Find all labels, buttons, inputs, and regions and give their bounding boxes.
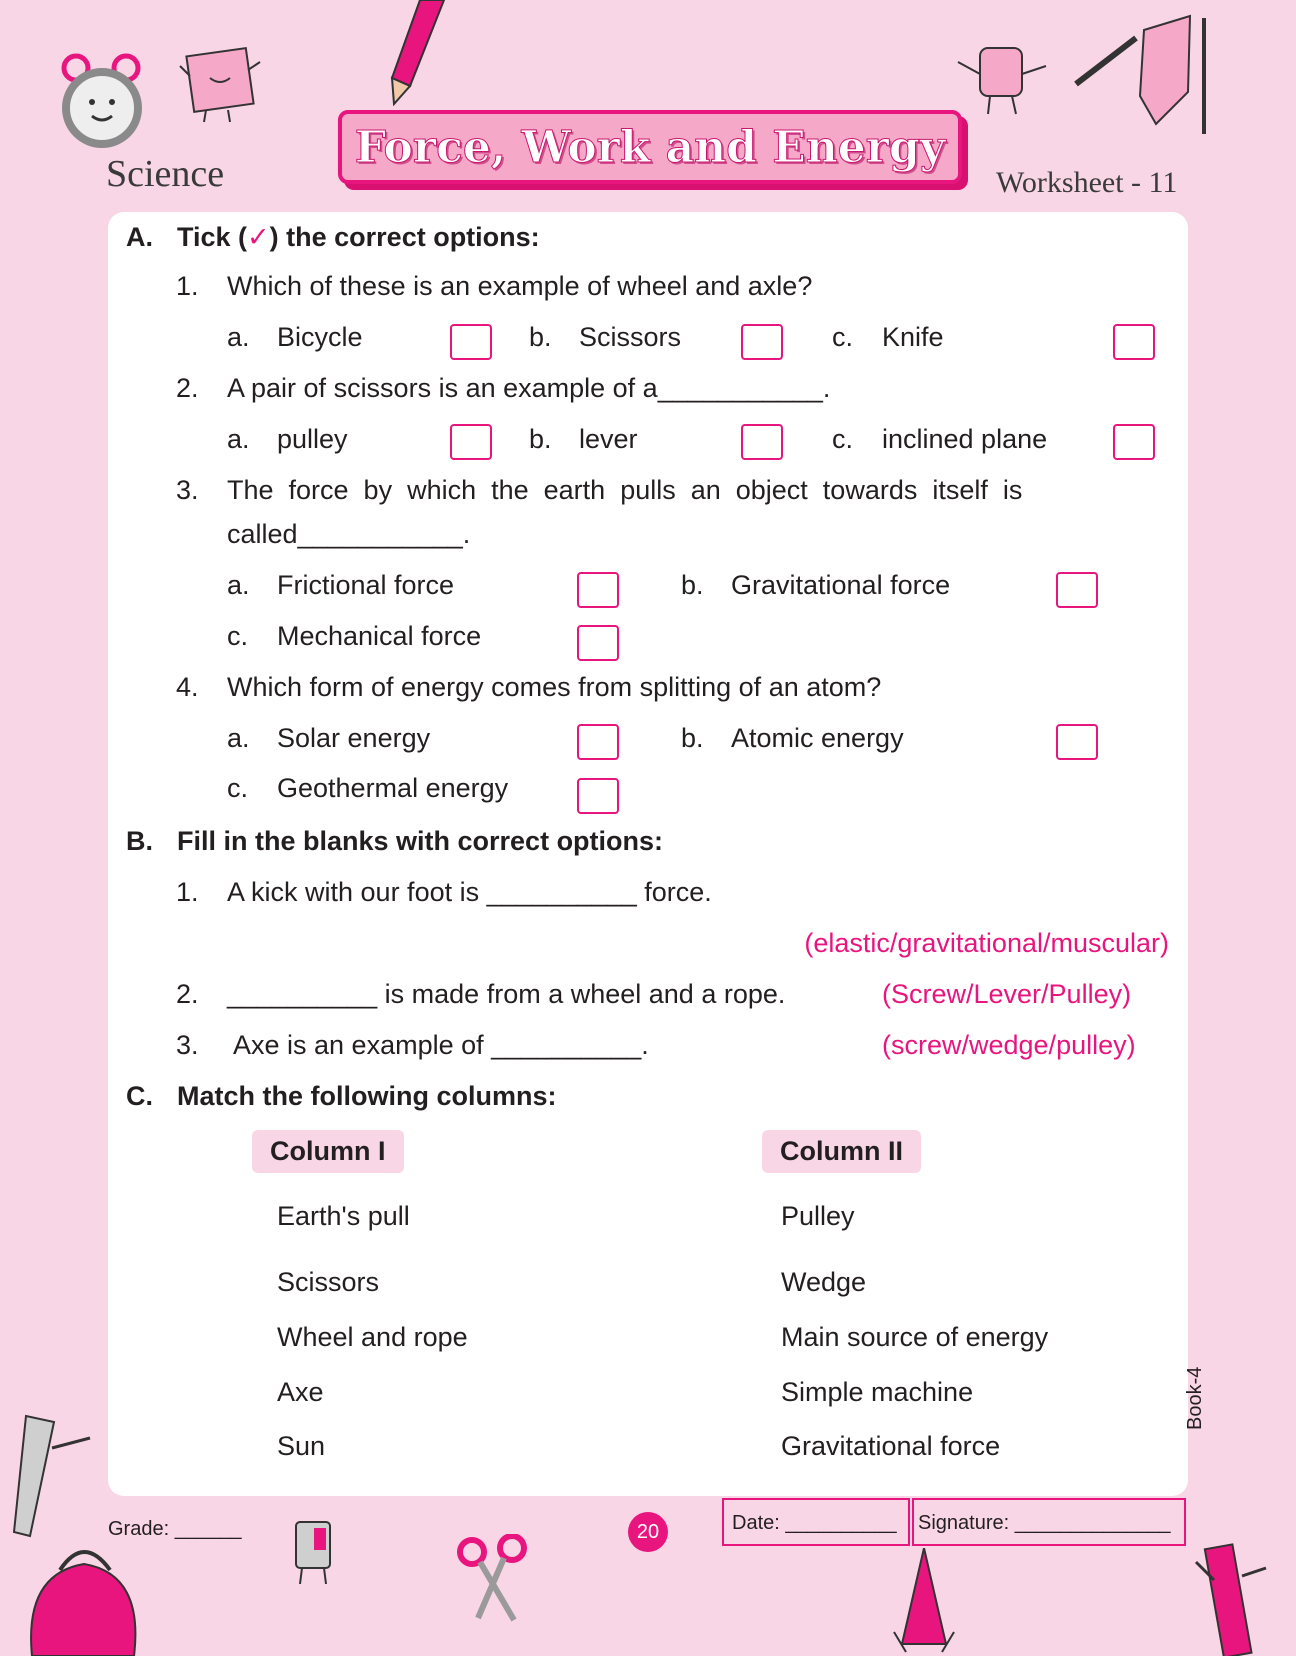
question-text: Which of these is an example of wheel and axle? (227, 271, 813, 301)
column-2-item: Main source of energy (781, 1322, 1049, 1352)
section-b-letter: B. (126, 826, 153, 856)
answer-checkbox[interactable] (1113, 324, 1155, 360)
option-text: Bicycle (277, 322, 363, 352)
notepad-icon (176, 44, 262, 124)
option-text: Solar energy (277, 723, 431, 753)
option-text: Geothermal energy (277, 773, 509, 803)
tick-icon: ✓ (247, 222, 270, 252)
signature-box[interactable] (912, 1498, 1186, 1546)
section-a-heading-pre: Tick ( (177, 222, 248, 252)
blank-hint: (screw/wedge/pulley) (882, 1030, 1136, 1060)
book-label: Book-4 (1184, 1366, 1206, 1430)
answer-checkbox[interactable] (577, 778, 619, 814)
question-text: Which form of energy comes from splitting of an atom? (227, 672, 882, 702)
question-text: A pair of scissors is an example of a___________. (227, 373, 831, 403)
option-text: Scissors (579, 322, 682, 352)
option-letter: a. (227, 570, 250, 600)
blank-text: __________ is made from a wheel and a rope. (227, 979, 786, 1009)
option-text: inclined plane (882, 424, 1048, 454)
column-2-item: Simple machine (781, 1377, 974, 1407)
answer-checkbox[interactable] (741, 324, 783, 360)
option-text: Frictional force (277, 570, 455, 600)
column-1-item: Wheel and rope (277, 1322, 468, 1352)
alarm-clock-icon (52, 46, 152, 156)
answer-checkbox[interactable] (450, 424, 492, 460)
section-c-letter: C. (126, 1081, 153, 1111)
pencil-icon (380, 0, 450, 106)
question-number: 1. (176, 271, 199, 301)
date-field: Date: __________ (732, 1512, 897, 1534)
option-letter: a. (227, 424, 250, 454)
answer-checkbox[interactable] (577, 625, 619, 661)
question-number: 2. (176, 373, 199, 403)
blank-hint: (Screw/Lever/Pulley) (882, 979, 1132, 1009)
option-text: Knife (882, 322, 944, 352)
option-letter: b. (529, 322, 552, 352)
blank-text: A kick with our foot is __________ force. (227, 877, 712, 907)
option-text: pulley (277, 424, 348, 454)
section-c-heading: Match the following columns: (177, 1081, 557, 1111)
subject-label: Science (106, 153, 225, 195)
question-text: The force by which the earth pulls an object towards itself is (227, 475, 1023, 505)
grade-field[interactable]: Grade: ______ (108, 1518, 242, 1540)
pencil-icon (1070, 8, 1220, 136)
option-letter: b. (681, 570, 704, 600)
worksheet-number: Worksheet - 11 (996, 166, 1178, 199)
option-letter: c. (227, 621, 249, 651)
option-letter: c. (832, 322, 854, 352)
column-1-item: Scissors (277, 1267, 380, 1297)
option-letter: a. (227, 322, 250, 352)
blank-number: 1. (176, 877, 199, 907)
option-text: Gravitational force (731, 570, 951, 600)
answer-checkbox[interactable] (577, 724, 619, 760)
option-letter: b. (529, 424, 552, 454)
blank-number: 3. (176, 1030, 199, 1060)
signature-field: Signature: ______________ (918, 1512, 1171, 1534)
ruler-icon (8, 1408, 98, 1538)
question-number: 3. (176, 475, 199, 505)
option-text: Atomic energy (731, 723, 904, 753)
section-a-heading (177, 222, 540, 253)
column-2-item: Wedge (781, 1267, 867, 1297)
date-box[interactable] (722, 1498, 910, 1546)
answer-checkbox[interactable] (450, 324, 492, 360)
pencil-icon (884, 1548, 964, 1656)
pencil-icon (1192, 1540, 1272, 1656)
option-letter: b. (681, 723, 704, 753)
bag-icon (14, 1534, 154, 1656)
blank-number: 2. (176, 979, 199, 1009)
column-1-item: Earth's pull (277, 1201, 410, 1231)
eraser-icon (952, 44, 1052, 118)
answer-checkbox[interactable] (1056, 572, 1098, 608)
option-text: lever (579, 424, 638, 454)
question-number: 4. (176, 672, 199, 702)
pencil-sharpener-icon (284, 1518, 344, 1588)
option-letter: c. (227, 773, 249, 803)
option-letter: c. (832, 424, 854, 454)
option-letter: a. (227, 723, 250, 753)
page-number: 20 (628, 1512, 668, 1552)
column-2-item: Gravitational force (781, 1431, 1001, 1461)
title-banner (338, 110, 962, 184)
answer-checkbox[interactable] (1113, 424, 1155, 460)
page-title: Force, Work and Energy (354, 121, 946, 173)
column-1-item: Axe (277, 1377, 324, 1407)
column-2-header: Column II (762, 1130, 921, 1173)
section-a-heading-post: ) the correct options: (269, 222, 540, 252)
section-a-letter: A. (126, 222, 153, 252)
option-text: Mechanical force (277, 621, 482, 651)
section-b-heading: Fill in the blanks with correct options: (177, 826, 664, 856)
answer-checkbox[interactable] (741, 424, 783, 460)
blank-hint: (elastic/gravitational/muscular) (804, 928, 1169, 958)
column-2-item: Pulley (781, 1201, 855, 1231)
question-text-continued: called___________. (227, 519, 471, 549)
scissors-icon (454, 1534, 534, 1624)
answer-checkbox[interactable] (1056, 724, 1098, 760)
blank-text: Axe is an example of __________. (233, 1030, 649, 1060)
column-1-header: Column I (252, 1130, 404, 1173)
column-1-item: Sun (277, 1431, 326, 1461)
answer-checkbox[interactable] (577, 572, 619, 608)
